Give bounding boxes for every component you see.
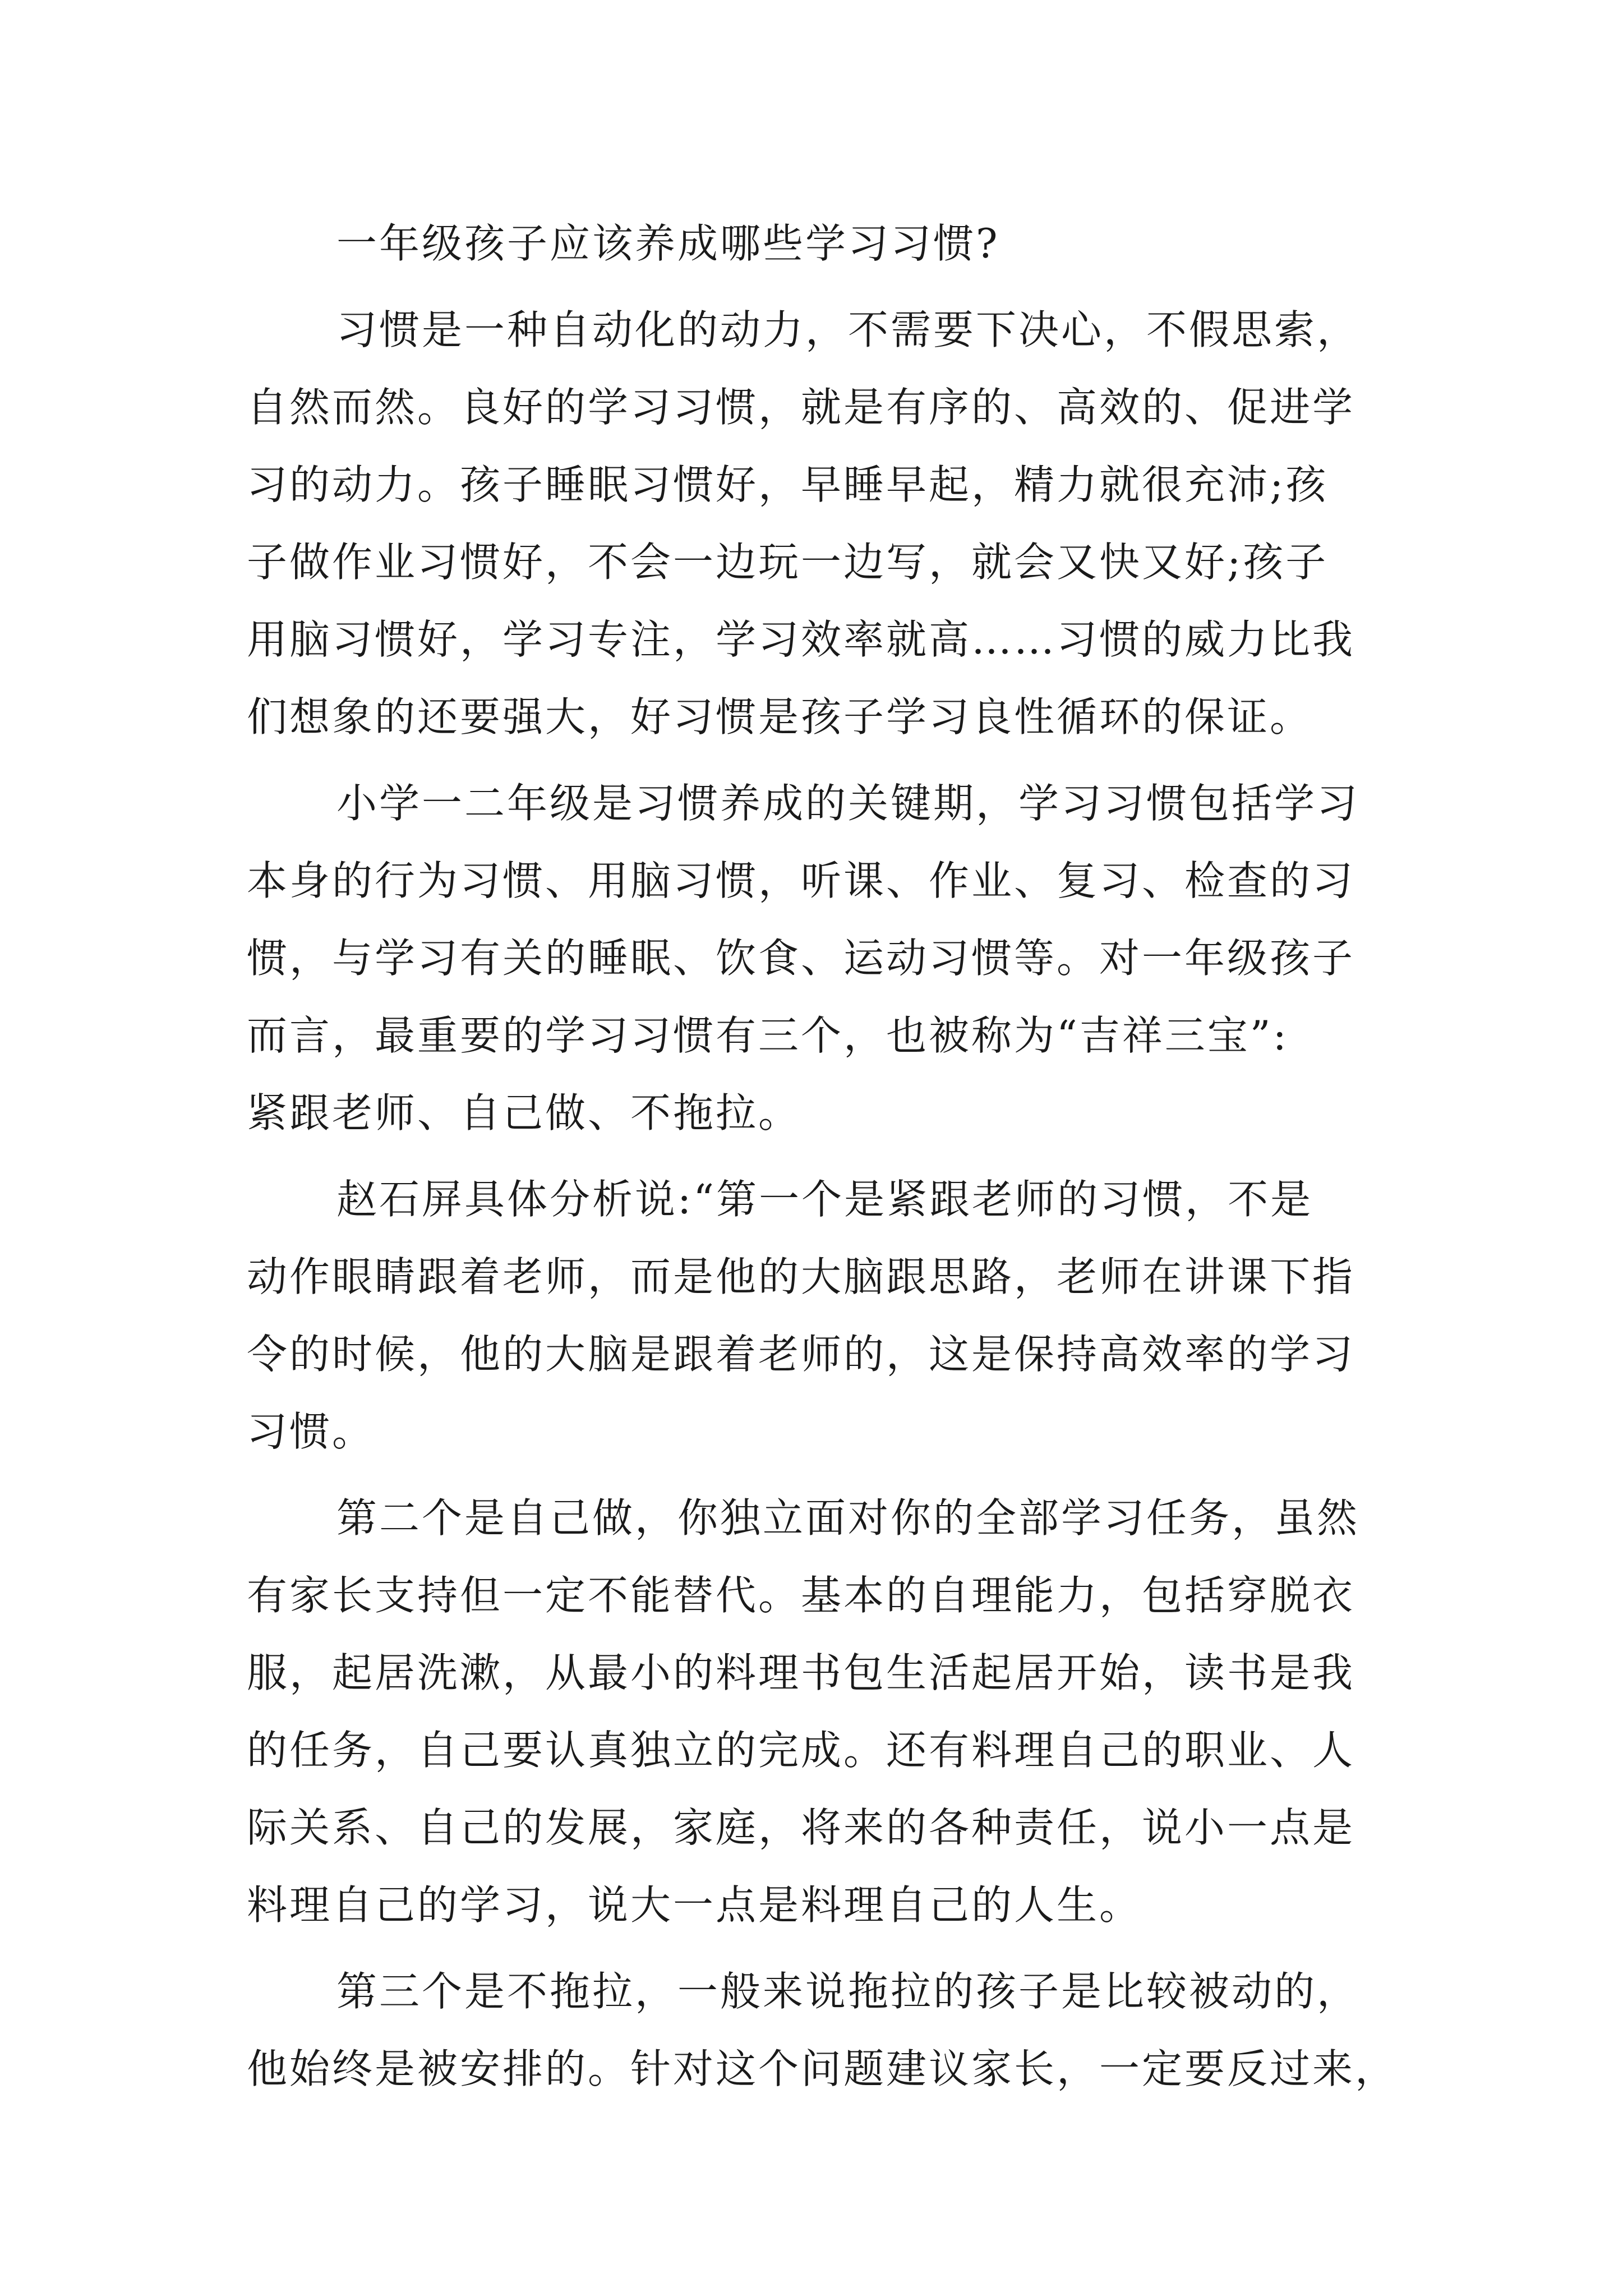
- paragraph-line: 小学一二年级是习惯养成的关键期，学习习惯包括学习: [336, 780, 1360, 827]
- paragraph-line: 子做作业习惯好，不会一边玩一边写，就会又快又好;孩子: [247, 539, 1329, 586]
- paragraph-line: 令的时候，他的大脑是跟着老师的，这是保持高效率的学习: [247, 1331, 1355, 1378]
- paragraph-gap: [247, 1470, 1385, 1479]
- paragraph-line: 而言，最重要的学习习惯有三个，也被称为“吉祥三宝”:: [247, 1012, 1289, 1059]
- paragraph-line: 用脑习惯好，学习专注，学习效率就高……习惯的威力比我: [247, 616, 1355, 663]
- paragraph-1: [247, 291, 1385, 756]
- paragraph-line: 第三个是不拖拉，一般来说拖拉的孩子是比较被动的，: [336, 1968, 1360, 2015]
- paragraph-line: 第二个是自己做，你独立面对你的全部学习任务，虽然: [336, 1494, 1360, 1542]
- paragraph-2: [247, 765, 1385, 1152]
- paragraph-line: 赵石屏具体分析说:“第一个是紧跟老师的习惯，不是: [336, 1176, 1313, 1223]
- paragraph-line: 料理自己的学习，说大一点是料理自己的人生。: [247, 1881, 1142, 1929]
- paragraph-line: 习惯是一种自动化的动力，不需要下决心，不假思索，: [336, 306, 1360, 353]
- paragraph-line: 服，起居洗漱，从最小的料理书包生活起居开始，读书是我: [247, 1649, 1355, 1696]
- paragraph-5: [247, 1953, 1398, 2108]
- paragraph-4: [247, 1479, 1385, 1944]
- paragraph-line: 有家长支持但一定不能替代。基本的自理能力，包括穿脱衣: [247, 1572, 1355, 1619]
- paragraph-line: 习惯。: [247, 1408, 375, 1455]
- paragraph-gap: [247, 1152, 1385, 1161]
- paragraph-line: 动作眼睛跟着老师，而是他的大脑跟思路，老师在讲课下指: [247, 1253, 1355, 1300]
- document-body: [247, 205, 1398, 2108]
- paragraph-line: 惯，与学习有关的睡眠、饮食、运动习惯等。对一年级孩子: [247, 935, 1355, 982]
- paragraph-gap: [247, 1944, 1385, 1953]
- paragraph-line: 际关系、自己的发展，家庭，将来的各种责任，说小一点是: [247, 1804, 1355, 1851]
- paragraph-line: 他始终是被安排的。针对这个问题建议家长，一定要反过来，: [247, 2045, 1398, 2092]
- paragraph-3: [247, 1161, 1385, 1470]
- paragraph-gap: [247, 756, 1385, 765]
- paragraph-line: 习的动力。孩子睡眠习惯好，早睡早起，精力就很充沛;孩: [247, 461, 1329, 508]
- paragraph-line: 自然而然。良好的学习习惯，就是有序的、高效的、促进学: [247, 384, 1355, 431]
- document-title: 一年级孩子应该养成哪些学习习惯?: [336, 220, 1000, 267]
- paragraph-gap: [247, 282, 1385, 291]
- paragraph-line: 紧跟老师、自己做、不拖拉。: [247, 1089, 801, 1137]
- paragraph-line: 本身的行为习惯、用脑习惯，听课、作业、复习、检查的习: [247, 857, 1355, 904]
- paragraph-line: 的任务，自己要认真独立的完成。还有料理自己的职业、人: [247, 1727, 1355, 1774]
- paragraph-line: 们想象的还要强大，好习惯是孩子学习良性循环的保证。: [247, 693, 1313, 740]
